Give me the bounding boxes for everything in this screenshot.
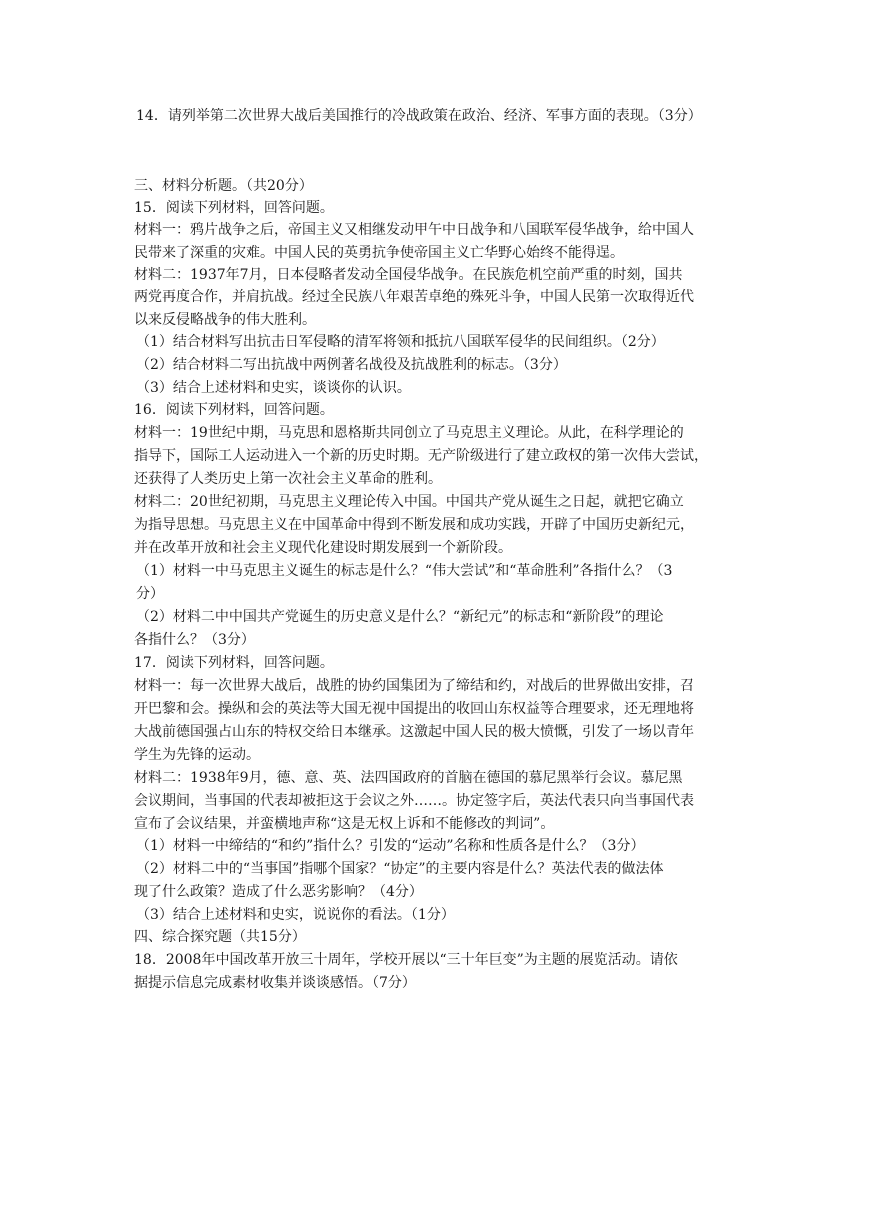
question-15: 15．阅读下列材料，回答问题。	[134, 200, 334, 216]
text-line: 民带来了深重的灾难。中国人民的英勇抗争使帝国主义亡华野心始终不能得逞。	[134, 245, 624, 261]
text-line: 学生为先锋的运动。	[134, 747, 260, 763]
sub-question: （2）结合材料二写出抗战中两例著名战役及抗战胜利的标志。（3分）	[136, 357, 567, 373]
sub-question: （2）材料二中中国共产党诞生的历史意义是什么？“新纪元”的标志和“新阶段”的理论	[136, 609, 664, 625]
text-line: 还获得了人类历史上第一次社会主义革命的胜利。	[134, 471, 442, 487]
text-line: 宣布了会议结果，并蛮横地声称“这是无权上诉和不能修改的判词”。	[134, 816, 555, 832]
question-17: 17．阅读下列材料，回答问题。	[134, 655, 334, 671]
sub-question: 分）	[136, 586, 164, 602]
text-line: 材料二：1937年7月，日本侵略者发动全国侵华战争。在民族危机空前严重的时刻，国共	[134, 267, 683, 283]
question-18: 18．2008年中国改革开放三十周年，学校开展以“三十年巨变”为主题的展览活动。请依	[134, 952, 678, 968]
text-line: 据提示信息完成素材收集并谈谈感悟。（7分）	[134, 975, 416, 991]
section-heading-material-analysis: 三、材料分析题。（共20分）	[134, 178, 313, 194]
question-16: 16．阅读下列材料，回答问题。	[134, 402, 334, 418]
sub-question: （1）结合材料写出抗击日军侵略的清军将领和抵抗八国联军侵华的民间组织。（2分）	[136, 334, 665, 350]
sub-question: 各指什么？（3分）	[134, 632, 255, 648]
text-line: 大战前德国强占山东的特权交给日本继承。这激起中国人民的极大愤慨，引发了一场以青年	[134, 724, 694, 740]
text-line: 两党再度合作，并肩抗战。经过全民族八年艰苦卓绝的殊死斗争，中国人民第一次取得近代	[134, 289, 694, 305]
text-line: 并在改革开放和社会主义现代化建设时期发展到一个新阶段。	[134, 540, 512, 556]
text-line: 会议期间，当事国的代表却被拒这于会议之外……。协定签字后，英法代表只向当事国代表	[134, 793, 694, 809]
text-line: 材料二：1938年9月，德、意、英、法四国政府的首脑在德国的慕尼黑举行会议。慕尼黑	[134, 770, 683, 786]
sub-question: 现了什么政策？造成了什么恶劣影响？（4分）	[134, 884, 423, 900]
section-heading-comprehensive: 四、综合探究题（共15分）	[134, 929, 306, 945]
text-line: 为指导思想。马克思主义在中国革命中得到不断发展和成功实践，开辟了中国历史新纪元，	[134, 517, 694, 533]
text-line: 指导下，国际工人运动进入一个新的历史时期。无产阶级进行了建立政权的第一次伟大尝试，	[134, 448, 708, 464]
text-line: 以来反侵略战争的伟大胜利。	[134, 312, 316, 328]
text-line: 材料二：20世纪初期，马克思主义理论传入中国。中国共产党从诞生之日起，就把它确立	[134, 494, 684, 510]
text-line: 材料一：每一次世界大战后，战胜的协约国集团为了缔结和约，对战后的世界做出安排，召	[134, 678, 694, 694]
sub-question: （2）材料二中的“当事国”指哪个国家？“协定”的主要内容是什么？英法代表的做法体	[136, 861, 664, 877]
sub-question: （1）材料一中马克思主义诞生的标志是什么？“伟大尝试”和“革命胜利”各指什么？（3	[136, 563, 673, 579]
text-line: 开巴黎和会。操纵和会的英法等大国无视中国提出的收回山东权益等合理要求，还无理地将	[134, 701, 694, 717]
sub-question: （3）结合上述材料和史实，说说你的看法。（1分）	[136, 907, 455, 923]
text-line: 材料一：19世纪中期，马克思和恩格斯共同创立了马克思主义理论。从此，在科学理论的	[134, 425, 684, 441]
question-14: 14．请列举第二次世界大战后美国推行的冷战政策在政治、经济、军事方面的表现。（3分）	[136, 108, 702, 124]
sub-question: （1）材料一中缔结的“和约”指什么？引发的“运动”名称和性质各是什么？（3分）	[136, 838, 645, 854]
text-line: 材料一：鸦片战争之后，帝国主义又相继发动甲午中日战争和八国联军侵华战争，给中国人	[134, 222, 694, 238]
sub-question: （3）结合上述材料和史实，谈谈你的认识。	[136, 380, 411, 396]
